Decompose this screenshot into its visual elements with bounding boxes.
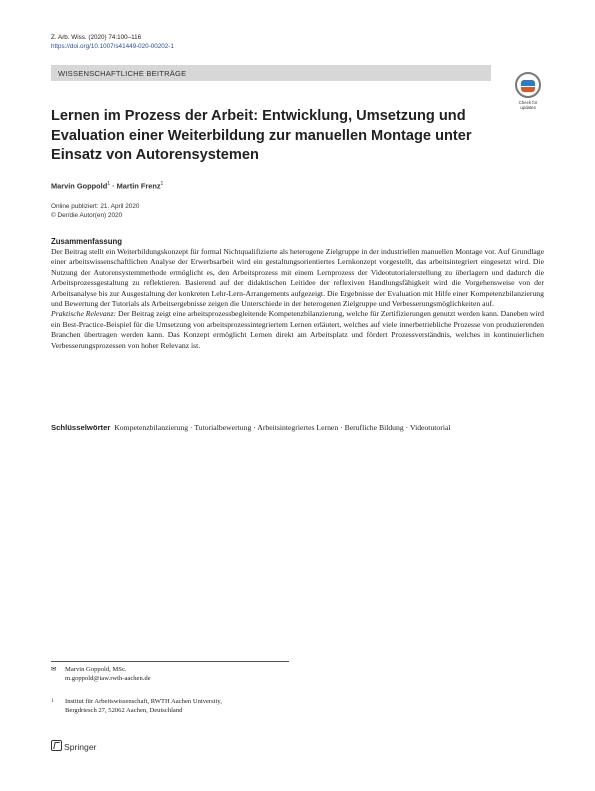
springer-horse-icon — [51, 740, 62, 751]
online-date: Online publiziert: 21. April 2020 — [51, 203, 140, 210]
crossmark-icon — [515, 72, 541, 98]
doi-link[interactable]: https://doi.org/10.1007/s41449-020-00202-1 — [51, 42, 174, 50]
footnote-divider — [51, 661, 289, 662]
abstract-practical-paragraph — [51, 309, 544, 351]
practical-relevance-label: Praktische Relevanz: — [51, 309, 117, 319]
author-affiliation-mark: 1 — [107, 181, 111, 187]
affiliation-line: Institut für Arbeitswissenschaft, RWTH Aachen University, — [65, 698, 222, 705]
author-name-2[interactable]: Martin Frenz — [116, 181, 161, 191]
keywords-label: Schlüsselwörter — [51, 423, 111, 432]
abstract-paragraph: Der Beitrag stellt ein Weiterbildungskonzept für formal Nichtqualifizierte als heterogene Zielgruppe in der industriellen manuellen Montage vor. Auf Grundlage einer arbeitswissenschaftlichen Analyse der Erwerbsarbeit wird ein gestaltungsorientiertes Lernkonzept vorgestellt, das arbeitsintegriert eingesetzt wird. Die Nutzung der Autorensystemmethode ermöglicht es, den Arbeitsprozess mit einem Lernprozess der Videotutorialerstellung zu überlagern und dadurch die Arbeitsprozessgestaltung zu reflektieren. Basierend auf der didaktischen Leitidee der reflexiven Handlungsfähigkeit wird die Vorgehensweise von der Arbeitsanalyse bis zur Ausgestaltung der konkreten Lehr-Lern-Arrangements aufgezeigt. Die Ergebnisse der Evaluation mit Hilfe einer Kompetenzbilanzierung und Bewertung der Tutorials als Arbeitsergebnisse zeigen die Unterschiede in der heterogenen Zielgruppe und Verbesserungsmöglichkeiten auf. — [51, 247, 545, 309]
journal-header — [51, 34, 174, 51]
correspondence-email[interactable]: m.goppold@iaw.rwth-aachen.de — [65, 674, 151, 682]
crossmark-badge[interactable] — [512, 72, 544, 110]
author-separator: · — [110, 181, 117, 191]
abstract-body — [51, 247, 544, 351]
correspondence-name: Marvin Goppold, MSc. — [65, 666, 127, 673]
keywords-list: Kompetenzbilanzierung · Tutorialbewertung · Arbeitsintegriertes Lernen · Berufliche Bildung · Videotutorial — [114, 423, 451, 432]
publication-info — [51, 202, 139, 220]
abstract-heading: Zusammenfassung — [51, 237, 123, 246]
crossmark-label-2: updates — [520, 105, 536, 110]
practical-relevance-text: Der Beitrag zeigt eine arbeitsprozessbegleitende Kompetenzbilanzierung, welche für Zertifizierungen genutzt werden kann. Daneben wird ein Best-Practice-Beispiel für die Umsetzung von arbeitsprozessintegriertem Lernen erläutert, welches auf viele innerbetriebliche Prozesse von produzierenden Branchen übertragen werden kann. Das Konzept ermöglicht Lernen direkt am Arbeitsplatz und fördert Prozessverständnis, welches in kontinuierlichen Verbesserungsprozessen von hoher Relevanz ist. — [51, 309, 544, 350]
article-title: Lernen im Prozess der Arbeit: Entwicklung, Umsetzung und Evaluation einer Weiterbildung zur manuellen Montage unter Einsatz von Autorensystemen — [51, 108, 472, 164]
publisher-logo — [51, 740, 96, 752]
copyright: © Der/die Autor(en) 2020 — [51, 212, 123, 219]
author-affiliation-mark-2: 1 — [160, 181, 164, 187]
section-bar — [51, 65, 491, 81]
section-label: WISSENSCHAFTLICHE BEITRÄGE — [58, 68, 187, 78]
publisher-name: Springer — [64, 742, 97, 752]
keywords — [51, 423, 544, 433]
affiliation-number: 1 — [51, 699, 54, 704]
crossmark-label: Check for — [518, 100, 538, 105]
envelope-icon: ✉ — [51, 666, 57, 673]
author-list — [51, 181, 163, 190]
correspondence-footnote — [51, 666, 151, 682]
affiliation-address: Bergdriesch 27, 52062 Aachen, Deutschland — [65, 706, 183, 714]
journal-citation: Z. Arb. Wiss. (2020) 74:100–116 — [51, 34, 142, 41]
author-name[interactable]: Marvin Goppold — [51, 181, 108, 191]
